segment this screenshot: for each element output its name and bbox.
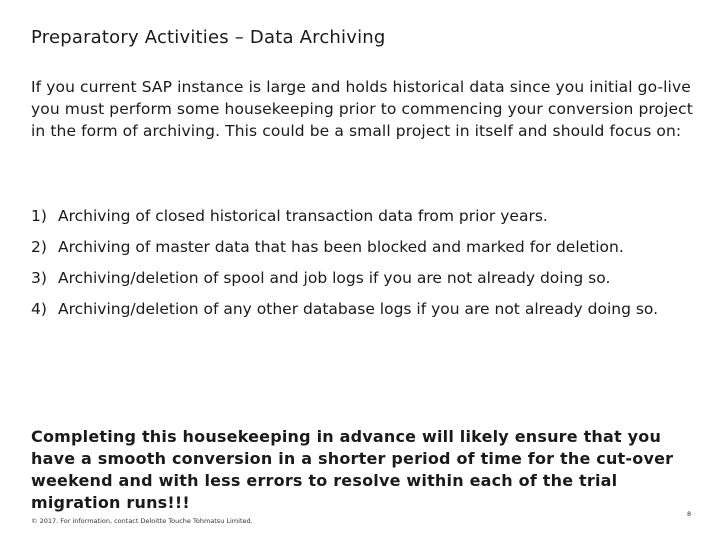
- list-item-text: Archiving of master data that has been blocked and marked for deletion.: [58, 238, 624, 256]
- list-item: [31, 298, 691, 320]
- page-number: 8: [687, 510, 692, 518]
- list-item-number: 1): [31, 207, 47, 225]
- list-item-text: Archiving/deletion of spool and job logs if you are not already doing so.: [58, 269, 611, 287]
- list-item-number: 2): [31, 238, 47, 256]
- archiving-list: [31, 205, 691, 329]
- list-item: [31, 267, 691, 289]
- list-item-text: Archiving/deletion of any other database logs if you are not already doing so.: [58, 300, 659, 318]
- list-item-number: 4): [31, 300, 47, 318]
- intro-paragraph: If you current SAP instance is large and holds historical data since you initial go-live you must perform some housekeeping prior to commencing your conversion project in the form of archiving. This could be a small project in itself and should focus on:: [31, 78, 693, 140]
- list-item: [31, 205, 691, 227]
- conclusion-paragraph: Completing this housekeeping in advance will likely ensure that you have a smooth conversion in a shorter period of time for the cut-over weekend and with less errors to resolve within each of the trial migration runs!!!: [31, 427, 674, 512]
- list-item-number: 3): [31, 269, 47, 287]
- slide-title: Preparatory Activities – Data Archiving: [31, 27, 386, 48]
- footer-copyright: © 2017. For information, contact Deloitte Touche Tohmatsu Limited.: [31, 517, 253, 525]
- list-item-text: Archiving of closed historical transaction data from prior years.: [58, 207, 548, 225]
- list-item: [31, 236, 691, 258]
